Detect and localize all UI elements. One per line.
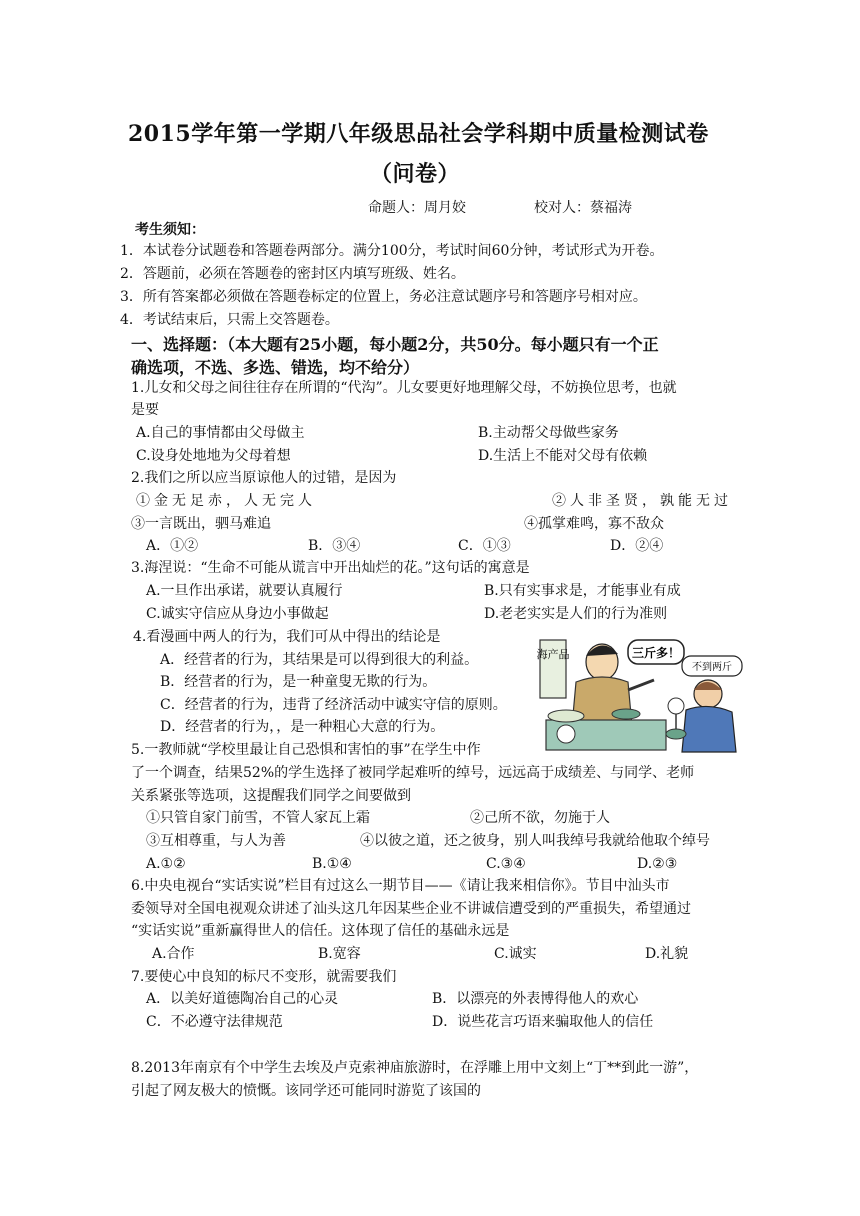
q3-stem: 3.海涅说：“生命不可能从谎言中开出灿烂的花。”这句话的寓意是 — [131, 560, 530, 576]
section-heading-cont: 确选项，不选、多选、错选，均不给分） — [131, 358, 420, 377]
seafood — [612, 709, 640, 719]
weighed-fish — [666, 729, 686, 739]
vendor-speech-text: 三斤多！ — [631, 646, 681, 660]
q4-stem: 4.看漫画中两人的行为，我们可从中得出的结论是 — [133, 629, 441, 645]
notice-item: 1．本试卷分试题卷和答题卷两部分。满分100分，考试时间60分钟，考试形式为开卷。 — [120, 243, 664, 259]
q3-option-d: D.老老实实是人们的行为准则 — [484, 606, 668, 622]
q2-statement-4: ④孤掌难鸣，寡不敌众 — [524, 516, 664, 532]
q2-option-c: C．①③ — [458, 538, 511, 554]
customer-speech-text: 不到两斤 — [692, 662, 732, 673]
q3-option-c: C.诚实守信应从身边小事做起 — [146, 606, 329, 622]
q2-statement-3: ③一言既出，驷马难追 — [131, 516, 271, 532]
q5-option-c: C.③④ — [486, 856, 526, 872]
q8-stem-cont: 引起了网友极大的愤慨。该同学还可能同时游览了该国的 — [131, 1083, 481, 1099]
q6-stem-cont: 委领导对全国电视观众讲述了汕头这几年因某些企业不讲诚信遭受到的严重损失，希望通过 — [131, 901, 691, 917]
notice-heading: 考生须知： — [135, 222, 205, 238]
q2-option-b: B．③④ — [308, 538, 361, 554]
q6-option-b: B.宽容 — [318, 946, 361, 962]
q1-stem-cont: 是要 — [131, 402, 159, 418]
scale-dial — [557, 725, 575, 743]
q5-option-a: A.①② — [146, 856, 186, 872]
q5-statement-4: ④以彼之道，还之彼身，别人叫我绰号我就给他取个绰号 — [360, 833, 710, 849]
q2-option-d: D．②④ — [610, 538, 664, 554]
exam-title: 2015学年第一学期八年级思品社会学科期中质量检测试卷 — [128, 121, 709, 147]
q7-option-b: B．以漂亮的外表博得他人的欢心 — [432, 991, 639, 1007]
q5-stem-cont: 了一个调查，结果52%的学生选择了被同学起难听的绰号，远远高于成绩差、与同学、老师 — [131, 765, 695, 781]
q3-option-b: B.只有实事求是，才能事业有成 — [484, 583, 681, 599]
scale-pan — [548, 710, 584, 722]
q1-option-b: B.主动帮父母做些家务 — [478, 425, 619, 441]
q7-stem: 7.要使心中良知的标尺不变形，就需要我们 — [131, 969, 397, 985]
notice-item: 4．考试结束后，只需上交答题卷。 — [120, 312, 339, 328]
q6-stem: 6.中央电视台“实话实说”栏目有过这么一期节目——《请让我来相信你》。节目中汕头市 — [131, 878, 670, 894]
q2-statement-2: ②人非圣贤，孰能无过 — [552, 493, 732, 509]
q5-statement-2: ②己所不欲，勿施于人 — [470, 810, 610, 826]
q2-statement-1: ①金无足赤，人无完人 — [136, 493, 316, 509]
q2-stem: 2.我们之所以应当原谅他人的过错，是因为 — [131, 470, 397, 486]
setter: 命题人：周月姣 — [368, 200, 466, 216]
section-heading: 一、选择题：（本大题有25小题，每小题2分，共50分。每小题只有一个正 — [131, 335, 659, 354]
q7-option-a: A．以美好道德陶冶自己的心灵 — [146, 991, 339, 1007]
sign-text: 海产品 — [536, 648, 570, 661]
q4-option-a: A．经营者的行为，其结果是可以得到很大的利益。 — [160, 652, 479, 668]
exam-subtitle: （问卷） — [370, 161, 461, 187]
q7-option-d: D．说些花言巧语来骗取他人的信任 — [432, 1014, 654, 1030]
q1-option-d: D.生活上不能对父母有依赖 — [478, 448, 648, 464]
q1-option-c: C.设身处地地为父母着想 — [136, 448, 291, 464]
customer-body — [682, 706, 736, 752]
q6-option-d: D.礼貌 — [645, 946, 689, 962]
q5-option-d: D.②③ — [637, 856, 678, 872]
q5-stem-cont-2: 关系紧张等选项，这提醒我们同学之间要做到 — [131, 788, 411, 804]
checker: 校对人：蔡福涛 — [534, 200, 632, 216]
q5-stem: 5.一教师就“学校里最让自己恐惧和害怕的事”在学生中作 — [131, 742, 481, 758]
q5-statement-3: ③互相尊重，与人为善 — [146, 833, 286, 849]
q6-stem-cont-2: “实话实说”重新赢得世人的信任。这体现了信任的基础永远是 — [131, 923, 510, 939]
market-cartoon-image — [536, 636, 744, 754]
q4-option-c: C．经营者的行为，违背了经济活动中诚实守信的原则。 — [160, 697, 507, 713]
q2-option-a: A．①② — [146, 538, 199, 554]
handheld-scale — [668, 698, 684, 714]
q8-stem: 8.2013年南京有个中学生去埃及卢克索神庙旅游时，在浮雕上用中文刻上“丁**到此一游”， — [131, 1060, 699, 1076]
q1-option-a: A.自己的事情都由父母做主 — [136, 425, 305, 441]
q4-option-b: B．经营者的行为，是一种童叟无欺的行为。 — [160, 674, 437, 690]
q4-option-d: D．经营者的行为，，是一种粗心大意的行为。 — [160, 719, 445, 735]
q5-statement-1: ①只管自家门前雪，不管人家瓦上霜 — [146, 810, 370, 826]
q7-option-c: C．不必遵守法律规范 — [146, 1014, 283, 1030]
q1-stem: 1.儿女和父母之间往往存在所谓的“代沟”。儿女要更好地理解父母，不妨换位思考，也就 — [131, 380, 677, 396]
q6-option-a: A.合作 — [152, 946, 195, 962]
q3-option-a: A.一旦作出承诺，就要认真履行 — [146, 583, 343, 599]
q5-option-b: B.①④ — [312, 856, 352, 872]
notice-item: 3．所有答案都必须做在答题卷标定的位置上，务必注意试题序号和答题序号相对应。 — [120, 289, 647, 305]
notice-item: 2．答题前，必须在答题卷的密封区内填写班级、姓名。 — [120, 266, 465, 282]
q6-option-c: C.诚实 — [494, 946, 537, 962]
